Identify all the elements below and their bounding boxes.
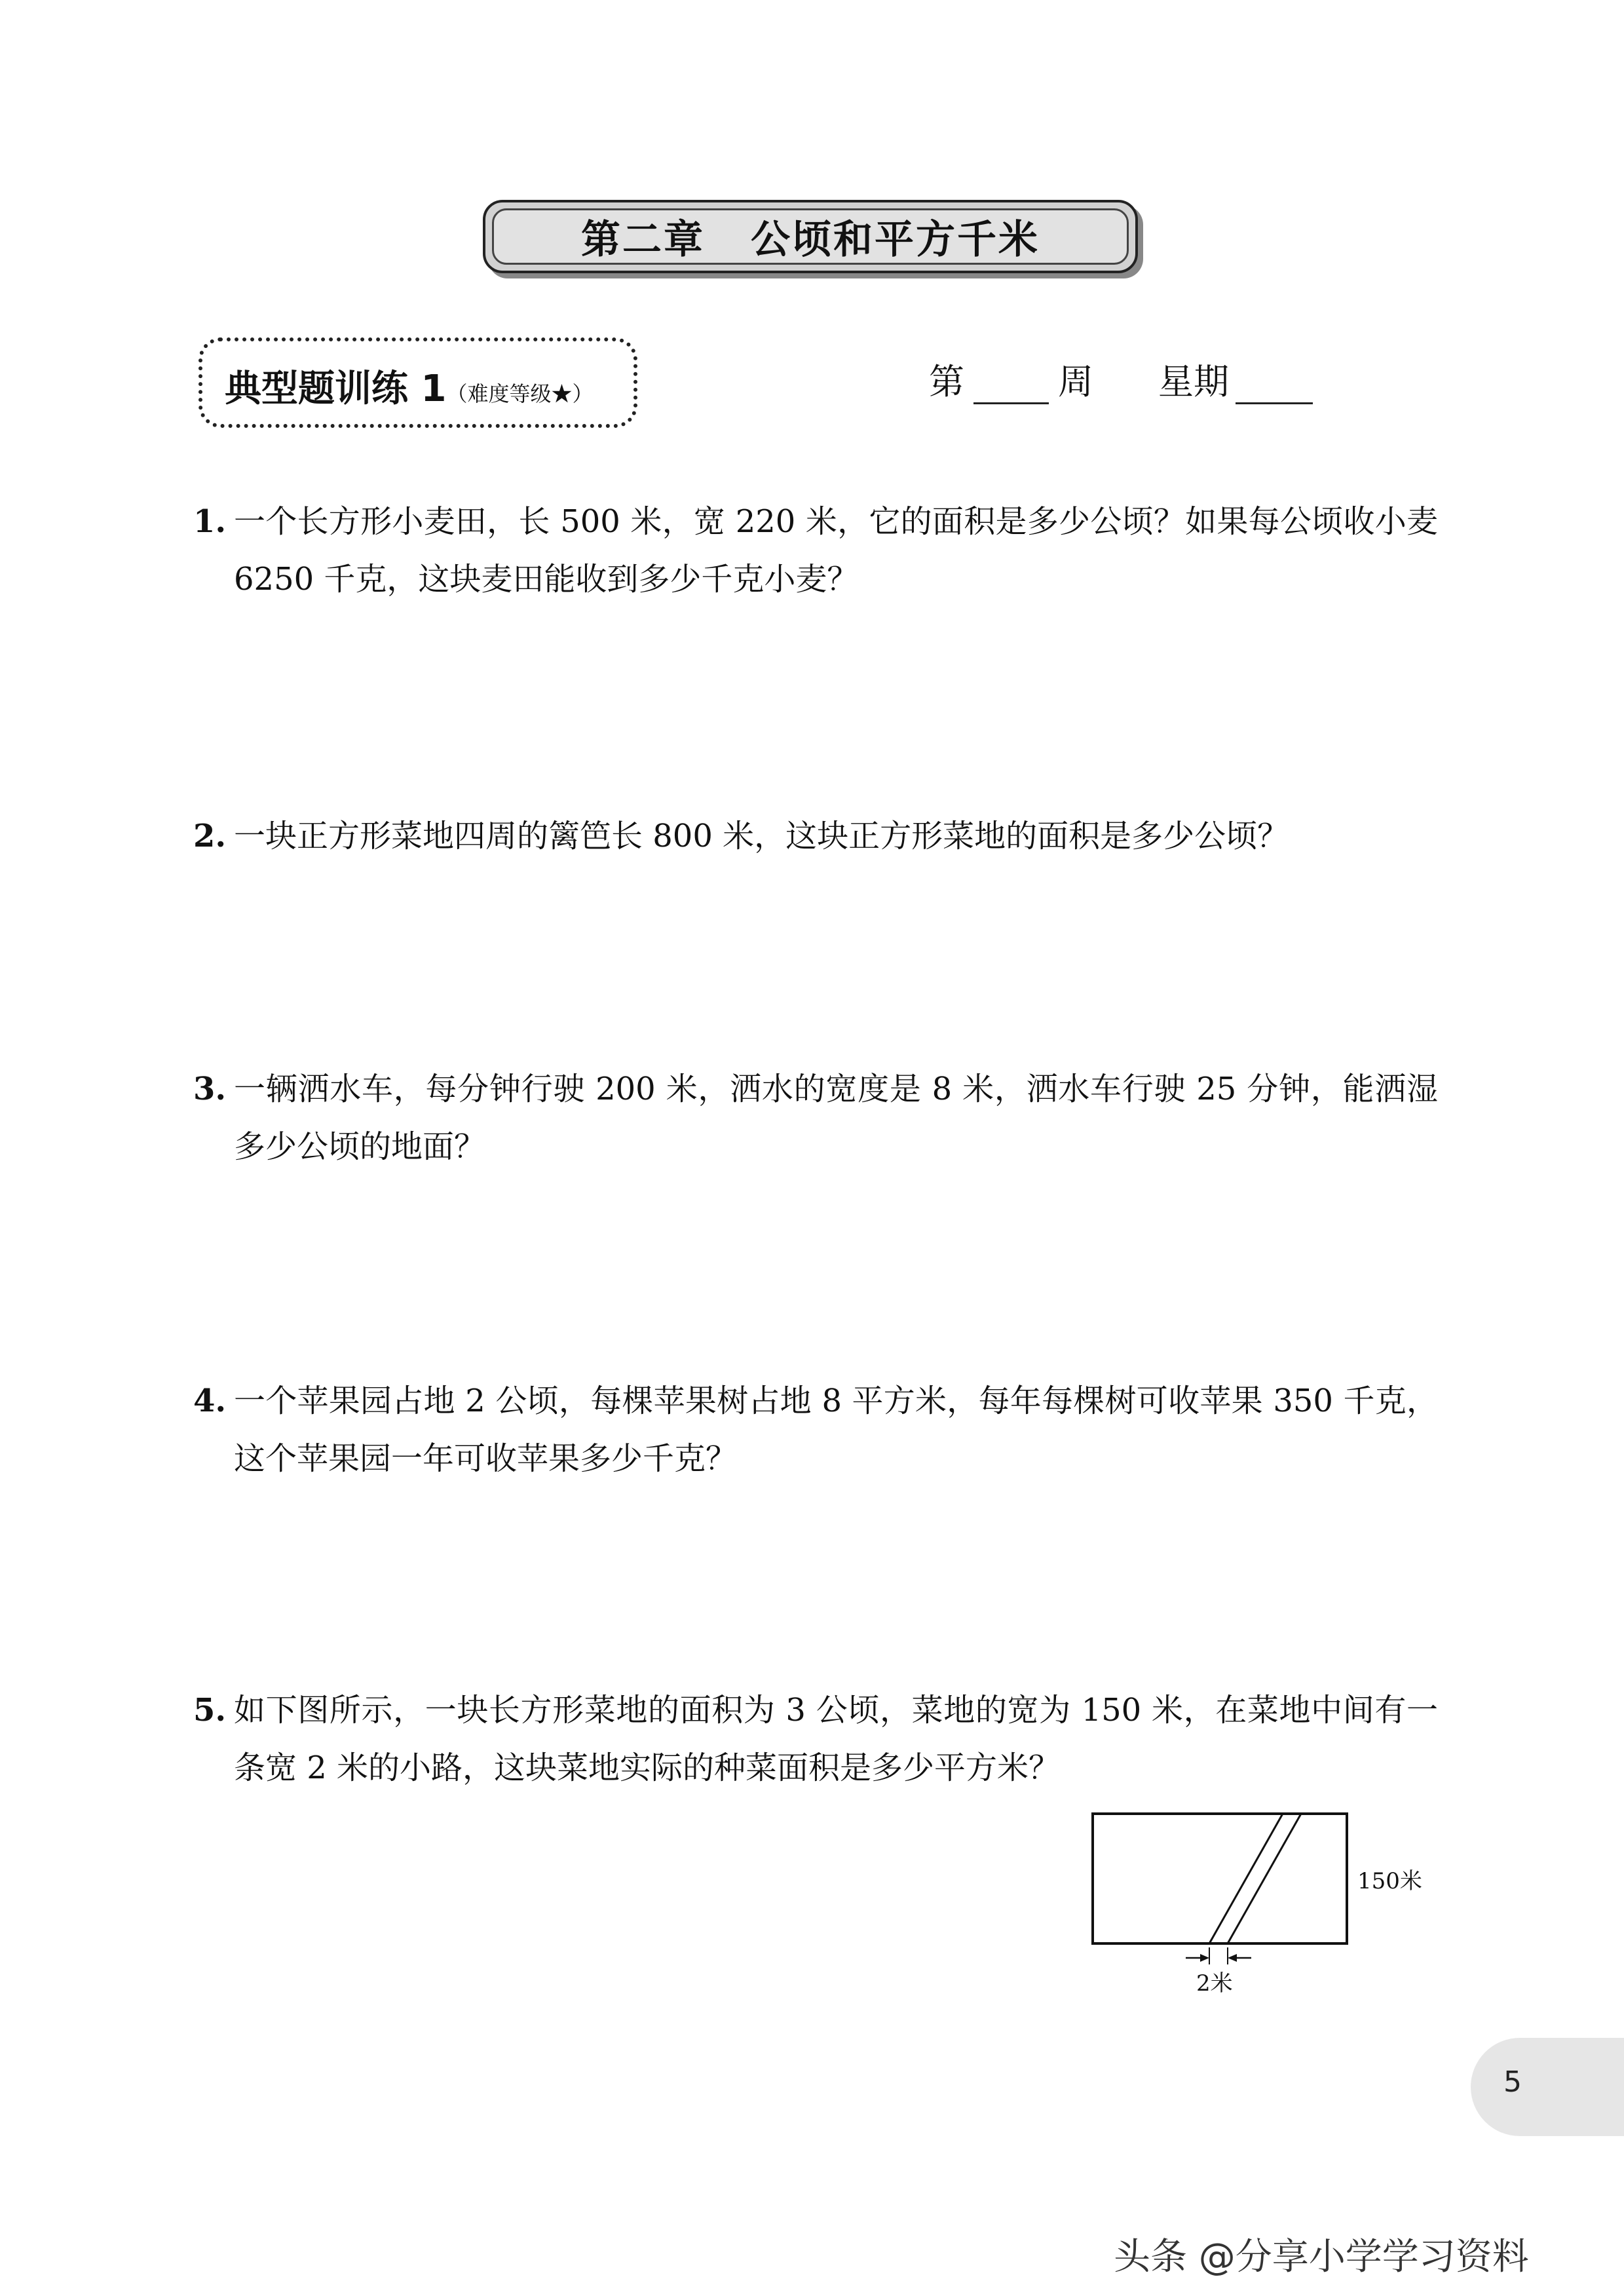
week-field	[929, 354, 1093, 404]
problem-3	[193, 1060, 1438, 1176]
path-left-edge	[1209, 1814, 1283, 1943]
problem-5	[193, 1681, 1438, 1797]
arrowhead-right	[1228, 1954, 1237, 1962]
chapter-number: 第二章	[581, 217, 705, 263]
problem-1	[193, 493, 1438, 608]
problem-4	[193, 1372, 1438, 1487]
problem-number: 4.	[193, 1383, 227, 1419]
training-title: 典型题训练 1	[225, 368, 447, 410]
problem-text: 一块正方形菜地四周的篱笆长 800 米，这块正方形菜地的面积是多少公顷？	[234, 818, 1289, 854]
weekday-blank[interactable]	[1236, 366, 1313, 404]
weekday-label: 星期	[1158, 361, 1229, 402]
problem-text: 如下图所示，一块长方形菜地的面积为 3 公顷，菜地的宽为 150 米，在菜地中间有一条宽 2 米的小路，这块菜地实际的种菜面积是多少平方米？	[234, 1692, 1438, 1786]
week-blank[interactable]	[973, 366, 1049, 404]
weekday-field	[1158, 354, 1313, 404]
problem-number: 3.	[193, 1071, 227, 1107]
page-number-tab	[1471, 2038, 1624, 2136]
chapter-title	[485, 202, 1135, 271]
problem-number: 2.	[193, 818, 227, 854]
problem-text: 一个长方形小麦田，长 500 米，宽 220 米，它的面积是多少公顷？如果每公顷收小麦 6250 千克，这块麦田能收到多少千克小麦？	[234, 503, 1438, 598]
difficulty-level: （难度等级★）	[446, 381, 594, 406]
page-number: 5	[1503, 2065, 1522, 2099]
problem-2	[193, 807, 1438, 865]
problem-text: 一辆洒水车，每分钟行驶 200 米，洒水的宽度是 8 米，洒水车行驶 25 分钟，能洒湿多少公顷的地面？	[234, 1071, 1438, 1165]
problem-number: 1.	[193, 503, 227, 540]
problem-text: 一个苹果园占地 2 公顷，每棵苹果树占地 8 平方米，每年每棵树可收苹果 350 千克，这个苹果园一年可收苹果多少千克？	[234, 1383, 1438, 1477]
watermark: 头条 @分享小学学习资料	[1114, 2236, 1529, 2278]
chapter-name: 公顷和平方千米	[751, 217, 1040, 263]
arrowhead-left	[1200, 1954, 1209, 1962]
path-right-edge	[1228, 1814, 1301, 1943]
problem-number: 5.	[193, 1692, 227, 1729]
training-label-box	[198, 337, 637, 428]
path-width-label: 2米	[1196, 1970, 1233, 1997]
field-width-label: 150米	[1357, 1868, 1422, 1894]
training-label	[225, 360, 593, 412]
week-prefix: 第	[929, 361, 964, 402]
chapter-heading	[483, 200, 1138, 273]
week-suffix: 周	[1058, 361, 1093, 402]
vegetable-field-figure	[1087, 1808, 1454, 2005]
